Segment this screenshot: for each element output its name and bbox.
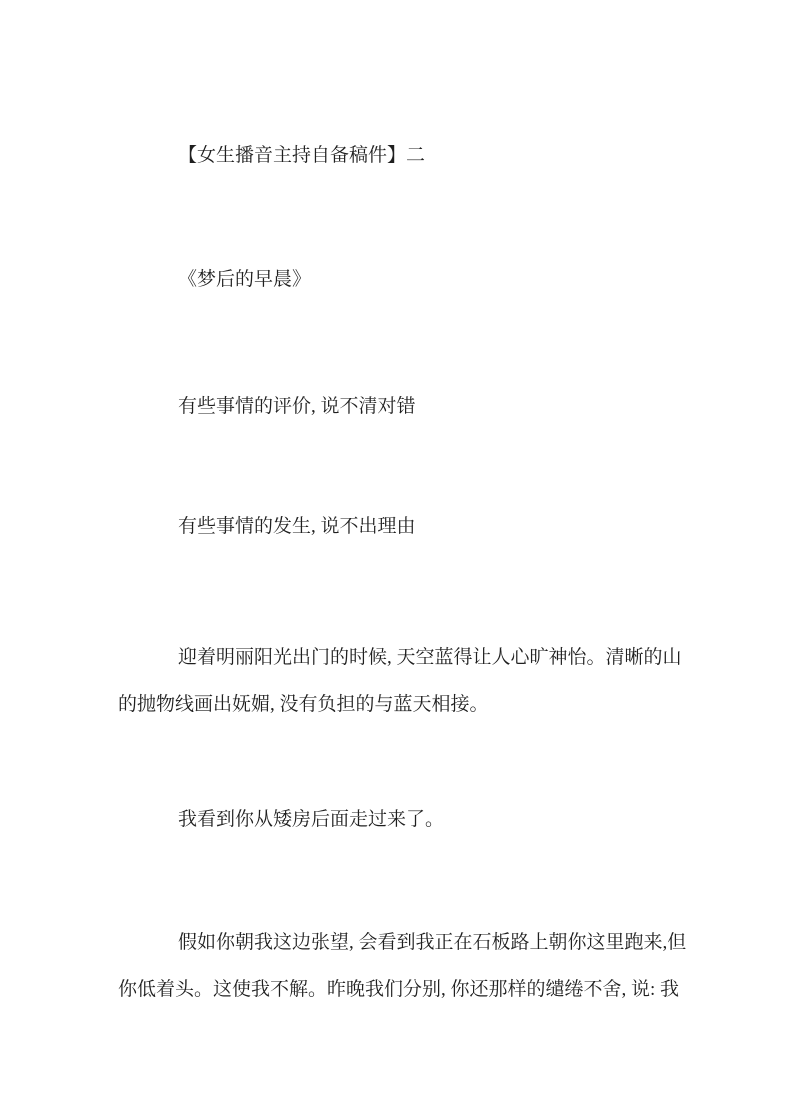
verse-line-2 — [118, 503, 674, 550]
text-line: 迎着明丽阳光出门的时候, 天空蓝得让人心旷神怡。清晰的山 — [178, 647, 682, 668]
text-line: 《梦后的早晨》 — [178, 269, 312, 290]
text-line: 有些事情的发生, 说不出理由 — [178, 516, 416, 537]
text-line: 假如你朝我这边张望, 会看到我正在石板路上朝你这里跑来,但 — [178, 932, 687, 953]
body-paragraph — [118, 796, 674, 843]
doc-heading — [118, 132, 674, 179]
body-paragraph — [118, 634, 682, 728]
text-line: 【女生播音主持自备稿件】二 — [178, 145, 426, 166]
text-line: 有些事情的评价, 说不清对错 — [178, 396, 416, 417]
body-paragraph — [118, 919, 687, 1013]
doc-subtitle — [118, 256, 674, 303]
text-line: 的抛物线画出妩媚, 没有负担的与蓝天相接。 — [118, 694, 489, 715]
verse-line-1 — [118, 383, 674, 430]
text-line: 我看到你从矮房后面走过来了。 — [178, 809, 445, 830]
text-line: 你低着头。这使我不解。昨晚我们分别, 你还那样的缱绻不舍, 说: 我 — [118, 979, 680, 1000]
